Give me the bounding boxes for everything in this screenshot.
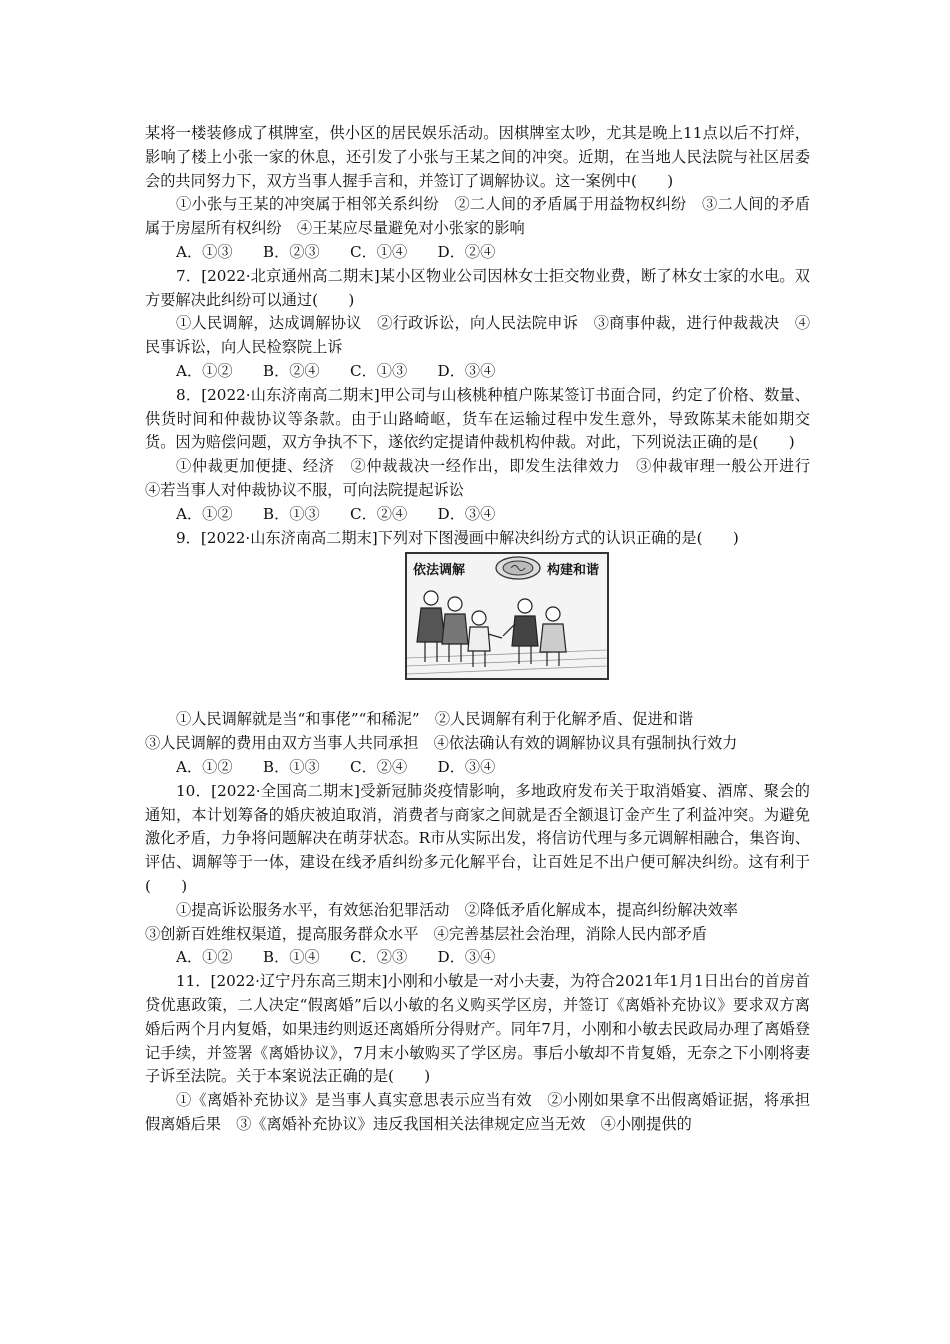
comic-caption-right: 构建和谐 [547, 563, 600, 579]
q8-statements: ①仲裁更加便捷、经济 ②仲裁裁决一经作出，即发生法律效力 ③仲裁审理一般公开进行 ④若当事人对仲裁协议不服，可向法院提起诉讼 [145, 457, 826, 499]
q10-statement-1: ①提高诉讼服务水平，有效惩治犯罪活动 ②降低矛盾化解成本，提高纠纷解决效率 [176, 900, 738, 919]
comic-drawing [407, 554, 607, 678]
q7-stem: 7．[2022·北京通州高二期末]某小区物业公司因林女士拒交物业费，断了林女士家的水电。双方要解决此纠纷可以通过( ) [145, 266, 810, 309]
q10-statement-2: ③创新百姓维权渠道，提高服务群众水平 ④完善基层社会治理，消除人民内部矛盾 [145, 924, 707, 943]
harmony-emblem-icon [496, 557, 540, 579]
q9-statement-1: ①人民调解就是当“和事佬”“和稀泥” ②人民调解有利于化解矛盾、促进和谐 [176, 710, 694, 729]
mediation-comic [405, 552, 609, 680]
question-content [145, 122, 826, 1137]
mediator-right-figure-icon [540, 607, 566, 666]
q10-stem: 10．[2022·全国高二期末]受新冠肺炎疫情影响，多地政府发布关于取消婚宴、酒席、聚会的通知，本计划筹备的婚庆被迫取消，消费者与商家之间就是否全额退订金产生了利益冲突。为避免激化矛盾，力争将问题解决在萌芽状态。R市从实际出发，将信访代理与多元调解相融合，集咨询、评估、调解等于一体，建设在线矛盾纠纷多元化解平台，让百姓足不出户便可解决纠纷。这有利于( ) [145, 781, 810, 895]
q7-statements: ①人民调解，达成调解协议 ②行政诉讼，向人民法院申诉 ③商事仲裁，进行仲裁裁决 ④民事诉讼，向人民检察院上诉 [145, 314, 810, 357]
party-a-figure-icon [468, 611, 502, 667]
mediator-left-figure-icon [417, 591, 468, 662]
q9-stem: 9．[2022·山东济南高二期末]下列对下图漫画中解决纠纷方式的认识正确的是( ) [176, 528, 739, 547]
q6-options: A．①③ B．②③ C．①④ D．②④ [176, 242, 496, 261]
q6-stem: 某将一楼装修成了棋牌室，供小区的居民娱乐活动。因棋牌室太吵，尤其是晚上11点以后不打烊，影响了楼上小张一家的休息，还引发了小张与王某之间的冲突。近期，在当地人民法院与社区居委会的共同努力下，双方当事人握手言和，并签订了调解协议。这一案例中( ) [145, 124, 810, 190]
q9-options: A．①② B．①③ C．②④ D．③④ [176, 757, 496, 776]
q7-options: A．①② B．②④ C．①③ D．③④ [176, 361, 496, 380]
q6-statements: ①小张与王某的冲突属于相邻关系纠纷 ②二人间的矛盾属于用益物权纠纷 ③二人间的矛盾属于房屋所有权纠纷 ④王某应尽量避免对小张家的影响 [145, 195, 810, 238]
q10-options: A．①② B．①④ C．②③ D．③④ [176, 948, 496, 967]
comic-figure [145, 552, 810, 708]
q9-statement-2: ③人民调解的费用由双方当事人共同承担 ④依法确认有效的调解协议具有强制执行效力 [145, 734, 738, 753]
comic-caption-left: 依法调解 [413, 563, 466, 579]
q8-stem: 8．[2022·山东济南高二期末]甲公司与山核桃种植户陈某签订书面合同，约定了价格、数量、供货时间和仲裁协议等条款。由于山路崎岖，货车在运输过程中发生意外，导致陈某未能如期交货。因为赔偿问题，双方争执不下，遂依约定提请仲裁机构仲裁。对此，下列说法正确的是( ) [145, 385, 810, 452]
q11-stem: 11．[2022·辽宁丹东高三期末]小刚和小敏是一对小夫妻，为符合2021年1月1日出台的首房首贷优惠政策，二人决定“假离婚”后以小敏的名义购买学区房，并签订《离婚补充协议》要求双方离婚后两个月内复婚，如果违约则返还离婚所分得财产。同年7月，小刚和小敏去民政局办理了离婚登记手续，并签署《离婚协议》，7月末小敏购买了学区房。事后小敏却不肯复婚，无奈之下小刚将妻子诉至法院。关于本案说法正确的是( ) [145, 972, 810, 1086]
q8-options: A．①② B．①③ C．②④ D．③④ [176, 504, 496, 523]
q11-statements: ①《离婚补充协议》是当事人真实意思表示应当有效 ②小刚如果拿不出假离婚证据，将承担假离婚后果 ③《离婚补充协议》违反我国相关法律规定应当无效 ④小刚提供的 [145, 1091, 810, 1133]
